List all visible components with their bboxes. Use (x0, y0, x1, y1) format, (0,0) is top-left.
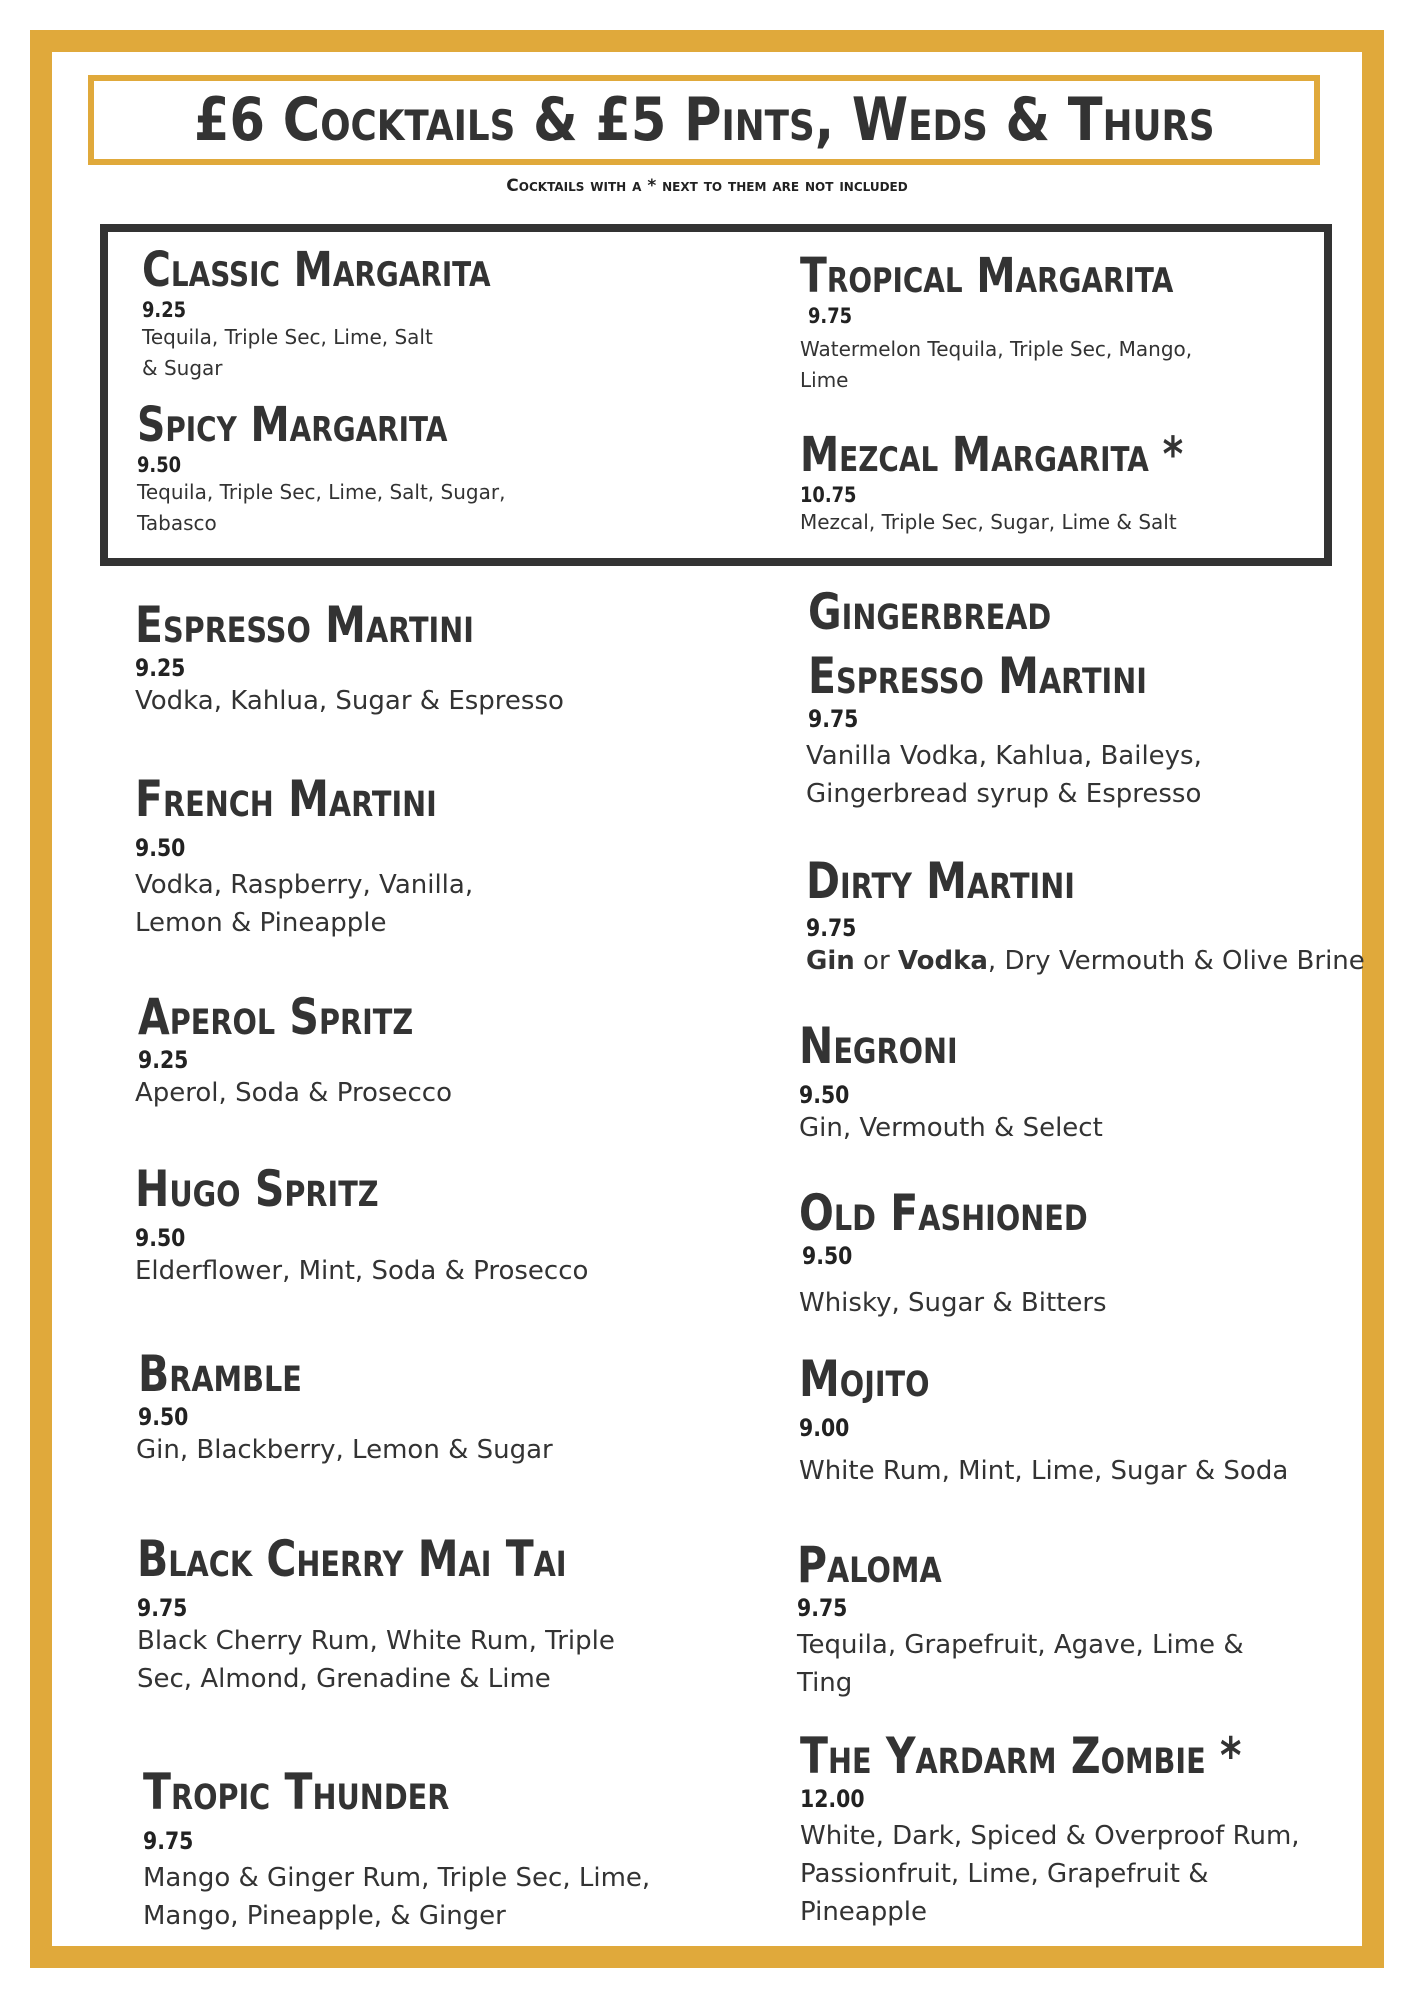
item-price: 9.50 (137, 453, 182, 477)
desc-or: or (854, 946, 898, 976)
item-description: Pineapple (800, 1897, 927, 1927)
item-price: 9.75 (808, 705, 859, 733)
title-box (88, 75, 1320, 165)
item-description: Ting (797, 1668, 853, 1698)
item-description: Elderflower, Mint, Soda & Prosecco (135, 1256, 589, 1286)
item-description: White, Dark, Spiced & Overproof Rum, (800, 1821, 1300, 1851)
item-price: 9.50 (799, 1081, 850, 1109)
item-description: Vodka, Kahlua, Sugar & Espresso (135, 686, 564, 716)
item-name: Espresso Martini (808, 647, 1147, 705)
item-description: Sec, Almond, Grenadine & Lime (137, 1664, 551, 1694)
item-description: Tequila, Grapefruit, Agave, Lime & (797, 1630, 1244, 1660)
menu-item-espresso-martini (135, 596, 564, 720)
item-name: Spicy Margarita (137, 397, 448, 453)
item-description: Whisky, Sugar & Bitters (799, 1288, 1107, 1318)
item-description: Mezcal, Triple Sec, Sugar, Lime & Salt (800, 510, 1177, 534)
menu-item-classic-margarita (142, 242, 567, 384)
item-price: 9.25 (142, 298, 187, 322)
menu-item-black-cherry-mai-tai (137, 1530, 661, 1698)
item-price: 9.50 (135, 834, 186, 862)
menu-item-mezcal-margarita (800, 427, 1267, 538)
item-description: Tequila, Triple Sec, Lime, Salt, Sugar, (137, 480, 506, 504)
menu-item-dirty-martini (806, 852, 1365, 980)
item-description: Mango & Ginger Rum, Triple Sec, Lime, (143, 1863, 651, 1893)
menu-item-tropical-margarita (800, 248, 1255, 396)
desc-gin: Gin (806, 946, 855, 976)
item-description: Black Cherry Rum, White Rum, Triple (137, 1626, 615, 1656)
item-description: White Rum, Mint, Lime, Sugar & Soda (799, 1456, 1289, 1486)
item-price: 9.75 (806, 914, 857, 942)
item-price: 9.00 (799, 1414, 850, 1442)
item-name: Hugo Spritz (135, 1160, 379, 1218)
item-name: Mezcal Margarita * (800, 427, 1184, 483)
menu-item-french-martini (135, 770, 503, 942)
item-name: Dirty Martini (806, 852, 1075, 910)
item-name: Tropic Thunder (143, 1763, 450, 1821)
item-name: Espresso Martini (135, 596, 474, 654)
item-description: Mango, Pineapple, & Ginger (143, 1901, 506, 1931)
menu-item-bramble (138, 1345, 553, 1469)
item-description: Passionfruit, Lime, Grapefruit & (800, 1859, 1209, 1889)
item-description: Gingerbread syrup & Espresso (806, 779, 1202, 809)
menu-item-old-fashioned (799, 1184, 1151, 1322)
menu-item-tropic-thunder (143, 1763, 650, 1935)
item-name: Gingerbread (808, 583, 1052, 641)
item-description: Aperol, Soda & Prosecco (135, 1078, 453, 1108)
item-description: Gin, Vermouth & Select (799, 1113, 1103, 1143)
subtitle-note: Cocktails with a * next to them are not included (506, 176, 908, 196)
item-description: & Sugar (142, 356, 223, 380)
item-name: Black Cherry Mai Tai (137, 1530, 567, 1588)
item-name: Paloma (797, 1536, 942, 1594)
item-description: Vanilla Vodka, Kahlua, Baileys, (806, 741, 1202, 771)
item-description: Lemon & Pineapple (135, 908, 387, 938)
menu-item-yardarm-zombie (800, 1727, 1338, 1931)
desc-rest: , Dry Vermouth & Olive Brine (987, 946, 1365, 976)
item-price: 9.25 (135, 654, 186, 682)
item-price: 9.75 (808, 304, 853, 328)
item-price: 12.00 (800, 1785, 865, 1813)
item-price: 9.50 (135, 1224, 186, 1252)
desc-vodka: Vodka (897, 946, 988, 976)
item-price: 9.25 (138, 1046, 189, 1074)
menu-item-aperol-spritz (135, 988, 474, 1112)
item-description (806, 942, 1365, 980)
item-name: Bramble (138, 1345, 302, 1403)
menu-item-gingerbread-espresso-martini (808, 583, 1221, 813)
item-price: 10.75 (800, 483, 857, 507)
menu-item-negroni (799, 1017, 1103, 1147)
item-price: 9.50 (802, 1242, 853, 1270)
item-description: Gin, Blackberry, Lemon & Sugar (136, 1435, 553, 1465)
page-title: £6 Cocktails & £5 Pints, Weds & Thurs (193, 85, 1215, 155)
item-description: Lime (800, 368, 849, 392)
item-name: The Yardarm Zombie * (800, 1727, 1242, 1785)
menu-item-mojito (799, 1350, 1288, 1490)
item-name: Old Fashioned (799, 1184, 1088, 1242)
menu-item-paloma (797, 1536, 1244, 1702)
menu-item-hugo-spritz (135, 1160, 588, 1290)
item-description: Tabasco (137, 511, 217, 535)
menu-item-spicy-margarita (137, 397, 516, 539)
item-name: Classic Margarita (142, 242, 491, 298)
item-price: 9.75 (797, 1594, 848, 1622)
item-name: Tropical Margarita (800, 248, 1174, 304)
item-price: 9.75 (143, 1827, 194, 1855)
item-name: Negroni (799, 1017, 958, 1075)
item-name: French Martini (135, 770, 437, 828)
item-name: Aperol Spritz (138, 988, 414, 1046)
item-price: 9.75 (137, 1594, 188, 1622)
item-description: Watermelon Tequila, Triple Sec, Mango, (800, 337, 1193, 361)
item-description: Vodka, Raspberry, Vanilla, (135, 870, 474, 900)
item-name: Mojito (799, 1350, 930, 1408)
item-price: 9.50 (138, 1403, 189, 1431)
item-description: Tequila, Triple Sec, Lime, Salt (142, 325, 433, 349)
